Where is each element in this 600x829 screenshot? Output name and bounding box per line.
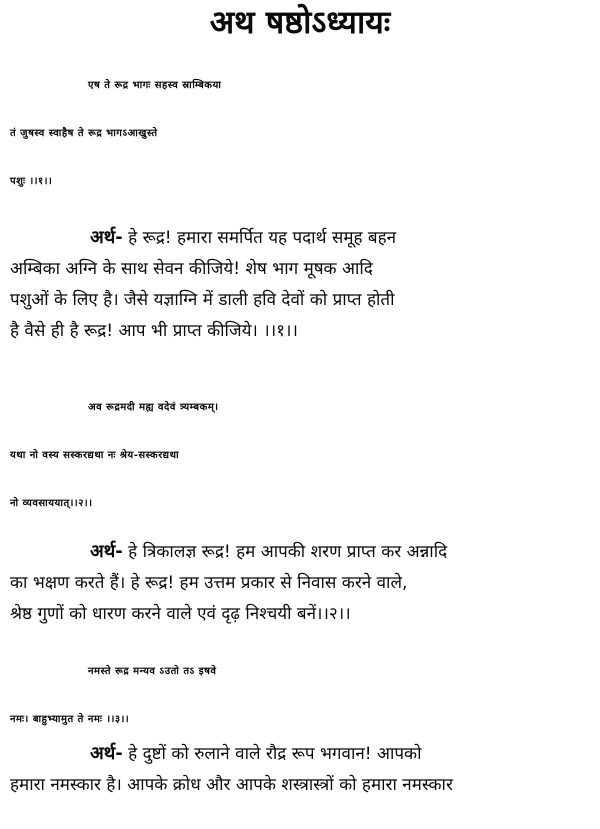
verse-line: नमः। बाहुभ्यामुत ते नमः ।।३।। <box>10 714 130 725</box>
verse-line: पशुः ।।१।। <box>10 176 53 187</box>
verse-line: अव रूद्रमदी मह्य वदेवं त्र्यम्बकम्। <box>88 402 219 413</box>
verse-line: तं जुषस्व स्वाहैष ते रूद्र भागऽआखुस्ते <box>10 128 158 139</box>
meaning-line <box>10 738 600 770</box>
meaning-line: पशुओं के लिए है। जैसे यज्ञाग्नि में डाली हवि देवों को प्राप्त होती <box>10 290 395 310</box>
chapter-heading: अथ षष्ठोऽध्यायः <box>209 3 391 41</box>
meaning-text: हे दुष्टों को रुलाने वाले रौद्र रूप भगवान! आपको <box>128 744 422 764</box>
meaning-line <box>10 222 600 254</box>
verse-line: एष ते रूद्र भागः सहस्व स्राम्बिकया <box>88 80 222 91</box>
meaning-line: अम्बिका अग्नि के साथ सेवन कीजिये! शेष भाग मूषक आदि <box>10 259 373 279</box>
verse-3 <box>0 648 600 744</box>
meaning-line: का भक्षण करते हैं। हे रूद्र! हम उत्तम प्रकार से निवास करने वाले, <box>10 573 408 593</box>
verse-2 <box>0 384 600 528</box>
verse-line: नो व्यवसाययात्।।२।। <box>10 498 93 509</box>
meaning-label: अर्थ- <box>90 541 123 562</box>
meaning-1 <box>10 222 600 347</box>
meaning-label: अर्थ- <box>90 743 123 764</box>
meaning-label: अर्थ- <box>90 227 123 248</box>
meaning-line <box>10 536 600 568</box>
meaning-line: है वैसे ही है रूद्र! आप भी प्राप्त कीजिये। ।।१।। <box>10 321 298 341</box>
meaning-2 <box>10 536 600 630</box>
meaning-3 <box>10 738 600 801</box>
meaning-text: हे रूद्र! हमारा समर्पित यह पदार्थ समूह बहन <box>128 228 397 248</box>
verse-1 <box>0 62 600 206</box>
verse-line: यथा नो वस्य सस्करद्यथा नः श्रेय-सस्करद्यथा <box>10 450 180 461</box>
meaning-line: हमारा नमस्कार है। आपके क्रोध और आपके शस्त्रास्त्रों को हमारा नमस्कार <box>10 775 453 795</box>
verse-line: नमस्ते रूद्र मन्यव ऽउतो तऽ इषवे <box>88 666 217 677</box>
meaning-line: श्रेष्ठ गुणों को धारण करने वाले एवं दृढ़ निश्चयी बनें।।२।। <box>10 604 351 624</box>
meaning-text: हे त्रिकालज्ञ रूद्र! हम आपकी शरण प्राप्त कर अन्नादि <box>128 542 448 562</box>
